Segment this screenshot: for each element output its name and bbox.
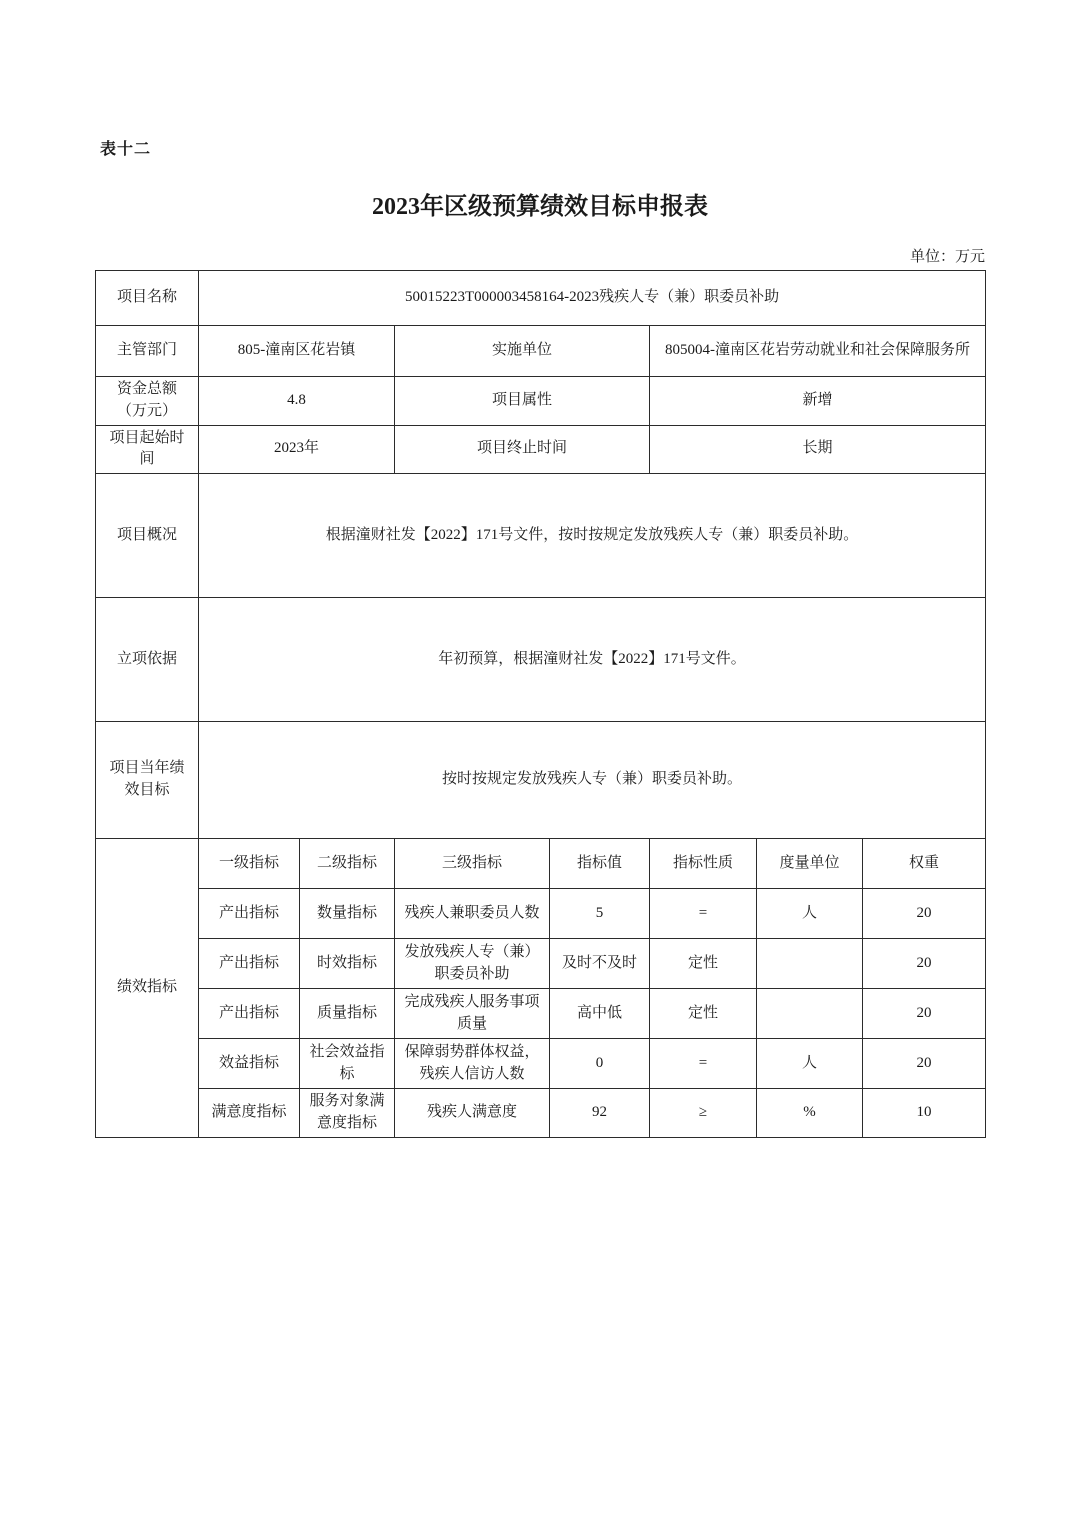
table-row: [96, 474, 986, 598]
basis-label: 立项依据: [96, 598, 199, 722]
col-header-nature: 指标性质: [650, 839, 757, 889]
indicator-level3: 残疾人满意度: [395, 1089, 550, 1138]
start-time-value: 2023年: [199, 425, 395, 474]
indicator-nature: =: [650, 1039, 757, 1089]
indicator-nature: 定性: [650, 989, 757, 1039]
col-header-level3: 三级指标: [395, 839, 550, 889]
indicator-nature: =: [650, 889, 757, 939]
col-header-weight: 权重: [863, 839, 986, 889]
indicator-level2: 服务对象满意度指标: [300, 1089, 395, 1138]
indicator-level3: 保障弱势群体权益，残疾人信访人数: [395, 1039, 550, 1089]
indicator-weight: 20: [863, 939, 986, 989]
indicator-weight: 20: [863, 1039, 986, 1089]
col-header-value: 指标值: [550, 839, 650, 889]
fund-value: 4.8: [199, 377, 395, 426]
indicator-weight: 10: [863, 1089, 986, 1138]
unit-note: 单位：万元: [909, 249, 985, 265]
annual-goal-label: 项目当年绩效目标: [96, 722, 199, 839]
attribute-value: 新增: [650, 377, 986, 426]
table-row: [96, 271, 986, 326]
col-header-unit: 度量单位: [757, 839, 863, 889]
col-header-level1: 一级指标: [199, 839, 300, 889]
table-number-tag: 表十二: [100, 141, 152, 158]
table-row: [96, 722, 986, 839]
indicator-level1: 产出指标: [199, 889, 300, 939]
indicator-level1: 产出指标: [199, 939, 300, 989]
indicator-row: [96, 1039, 986, 1089]
indicator-value: 5: [550, 889, 650, 939]
indicator-level3: 残疾人兼职委员人数: [395, 889, 550, 939]
col-header-level2: 二级指标: [300, 839, 395, 889]
indicator-unit: 人: [757, 889, 863, 939]
declaration-form-table: [95, 270, 986, 1138]
indicator-level1: 效益指标: [199, 1039, 300, 1089]
overview-label: 项目概况: [96, 474, 199, 598]
indicator-row: [96, 989, 986, 1039]
indicator-level2: 社会效益指标: [300, 1039, 395, 1089]
table-row: [96, 377, 986, 426]
indicator-unit: 人: [757, 1039, 863, 1089]
table-row: [96, 598, 986, 722]
page-title: 2023年区级预算绩效目标申报表: [372, 194, 708, 220]
indicator-unit: [757, 989, 863, 1039]
indicator-level2: 时效指标: [300, 939, 395, 989]
indicator-value: 92: [550, 1089, 650, 1138]
indicator-level3: 发放残疾人专（兼）职委员补助: [395, 939, 550, 989]
indicator-weight: 20: [863, 989, 986, 1039]
indicator-row: [96, 939, 986, 989]
annual-goal-value: 按时按规定发放残疾人专（兼）职委员补助。: [199, 722, 986, 839]
overview-value: 根据潼财社发【2022】171号文件，按时按规定发放残疾人专（兼）职委员补助。: [199, 474, 986, 598]
indicator-unit: %: [757, 1089, 863, 1138]
indicator-nature: ≥: [650, 1089, 757, 1138]
impl-unit-value: 805004-潼南区花岩劳动就业和社会保障服务所: [650, 326, 986, 377]
dept-label: 主管部门: [96, 326, 199, 377]
impl-unit-label: 实施单位: [395, 326, 650, 377]
indicator-level2: 质量指标: [300, 989, 395, 1039]
indicator-level1: 满意度指标: [199, 1089, 300, 1138]
end-time-label: 项目终止时间: [395, 425, 650, 474]
attribute-label: 项目属性: [395, 377, 650, 426]
basis-value: 年初预算，根据潼财社发【2022】171号文件。: [199, 598, 986, 722]
fund-label: 资金总额（万元）: [96, 377, 199, 426]
indicator-value: 及时不及时: [550, 939, 650, 989]
indicator-weight: 20: [863, 889, 986, 939]
indicator-level2: 数量指标: [300, 889, 395, 939]
indicators-section-label: 绩效指标: [96, 839, 199, 1138]
indicator-row: [96, 889, 986, 939]
indicator-row: [96, 1089, 986, 1138]
indicator-unit: [757, 939, 863, 989]
indicator-value: 0: [550, 1039, 650, 1089]
table-row: [96, 425, 986, 474]
start-time-label: 项目起始时间: [96, 425, 199, 474]
indicator-nature: 定性: [650, 939, 757, 989]
indicator-level3: 完成残疾人服务事项质量: [395, 989, 550, 1039]
end-time-value: 长期: [650, 425, 986, 474]
indicator-value: 高中低: [550, 989, 650, 1039]
table-row: [96, 326, 986, 377]
indicator-level1: 产出指标: [199, 989, 300, 1039]
project-name-label: 项目名称: [96, 271, 199, 326]
project-name-value: 50015223T000003458164-2023残疾人专（兼）职委员补助: [199, 271, 986, 326]
dept-value: 805-潼南区花岩镇: [199, 326, 395, 377]
indicator-header-row: [96, 839, 986, 889]
